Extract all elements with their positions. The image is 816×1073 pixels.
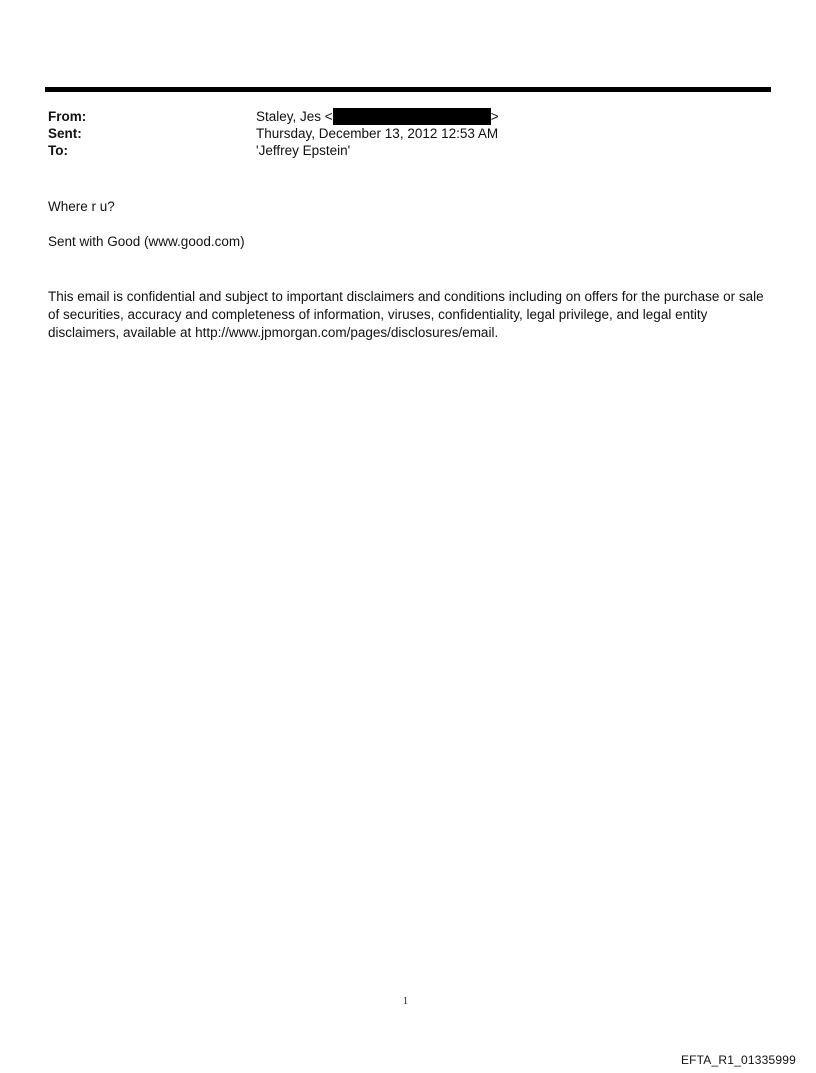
email-header <box>48 108 748 159</box>
from-value <box>256 108 499 125</box>
sent-row <box>48 125 748 142</box>
to-row <box>48 142 748 159</box>
from-row <box>48 108 748 125</box>
from-label: From: <box>48 109 87 124</box>
sender-name: Staley, Jes <box>256 109 322 124</box>
bates-number: EFTA_R1_01335999 <box>680 1053 796 1067</box>
message-body: Where r u? <box>48 199 115 214</box>
page-number: 1 <box>403 996 408 1007</box>
message-signature: Sent with Good (www.good.com) <box>48 234 245 249</box>
to-value: 'Jeffrey Epstein' <box>256 143 351 158</box>
email-open-bracket: < <box>324 109 333 124</box>
disclaimer-text: This email is confidential and subject to important disclaimers and conditions including on offers for the purchase or sale of securities, accuracy and completeness of information, viruses, confidentiality, legal privilege, and legal entity disclaimers, available at http://www.jpmorgan.com/pages/disclosures/email. <box>48 289 764 340</box>
redaction-box <box>333 108 491 125</box>
to-label: To: <box>48 143 68 158</box>
sent-label: Sent: <box>48 126 82 141</box>
email-close-bracket: > <box>490 109 499 124</box>
header-rule <box>45 87 771 92</box>
sent-value: Thursday, December 13, 2012 12:53 AM <box>256 126 499 141</box>
